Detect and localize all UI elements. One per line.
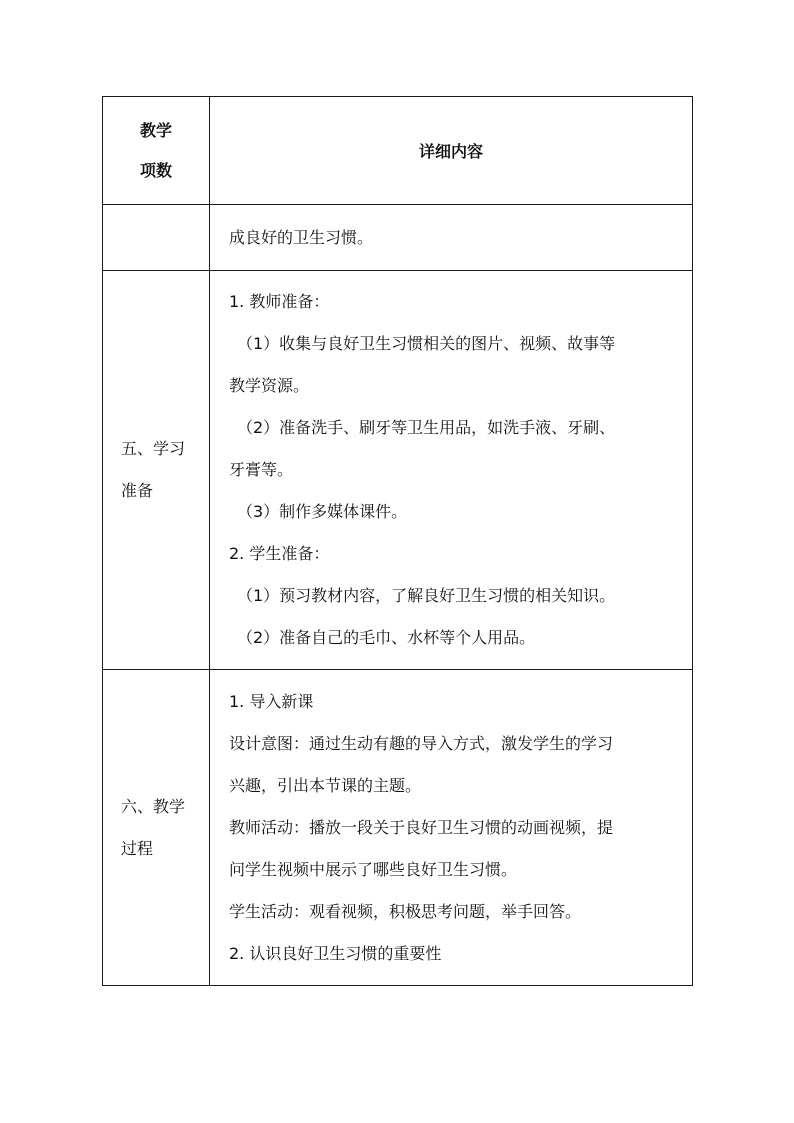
process-line: 教师活动：播放一段关于良好卫生习惯的动画视频，提 <box>229 817 614 837</box>
process-label-cell <box>103 670 210 986</box>
prep-line: 1. 教师准备： <box>229 292 330 311</box>
process-content-cell <box>210 670 693 986</box>
process-label-line1: 六、教学 <box>121 796 186 816</box>
table-row-continuation <box>103 205 693 271</box>
process-line: 兴趣，引出本节课的主题。 <box>229 775 422 795</box>
prep-line: 教学资源。 <box>229 376 310 395</box>
process-label-line2: 过程 <box>121 838 154 858</box>
prep-line: （2）准备洗手、刷牙等卫生用品，如洗手液、牙刷、 <box>237 418 616 437</box>
prep-line: （1）预习教材内容，了解良好卫生习惯的相关知识。 <box>237 586 616 605</box>
lesson-plan-table <box>102 96 693 986</box>
header-detail-cell <box>210 97 693 205</box>
continuation-text: 成良好的卫生习惯。 <box>229 227 374 247</box>
header-left-line2: 项数 <box>139 160 172 180</box>
prep-content-cell <box>210 271 693 670</box>
prep-line: 2. 学生准备： <box>229 544 330 563</box>
process-line: 1. 导入新课 <box>229 691 314 711</box>
process-line: 设计意图：通过生动有趣的导入方式，激发学生的学习 <box>229 733 614 753</box>
table-row-learning-preparation <box>103 271 693 670</box>
process-line: 2. 认识良好卫生习惯的重要性 <box>229 943 442 963</box>
process-line: 学生活动：观看视频，积极思考问题，举手回答。 <box>229 901 582 921</box>
table-header-row <box>103 97 693 205</box>
continuation-content-cell <box>210 205 693 271</box>
header-left-line1: 教学 <box>139 120 172 140</box>
prep-line: （3）制作多媒体课件。 <box>237 502 408 521</box>
prep-label-cell <box>103 271 210 670</box>
header-item-count-cell <box>103 97 210 205</box>
prep-label-line2: 准备 <box>121 481 154 500</box>
table-row-teaching-process <box>103 670 693 986</box>
process-line: 问学生视频中展示了哪些良好卫生习惯。 <box>229 859 518 879</box>
prep-line: （1）收集与良好卫生习惯相关的图片、视频、故事等 <box>237 334 616 353</box>
prep-line: （2）准备自己的毛巾、水杯等个人用品。 <box>237 628 536 647</box>
header-detail-title: 详细内容 <box>418 142 483 161</box>
prep-label-line1: 五、学习 <box>121 439 186 458</box>
continuation-label-cell <box>103 205 210 271</box>
prep-line: 牙膏等。 <box>229 460 294 479</box>
